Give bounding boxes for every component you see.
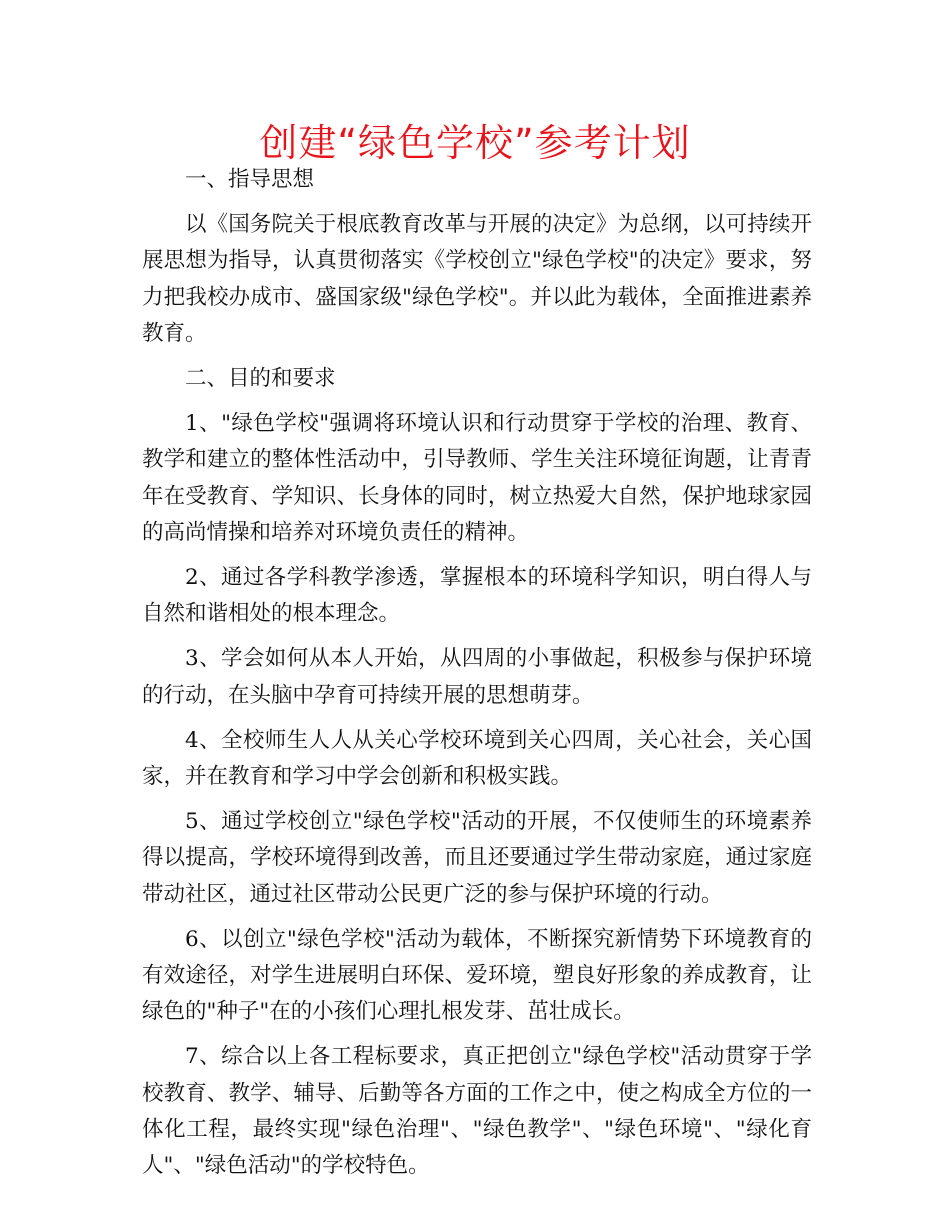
paragraph-goal-1: 1、"绿色学校"强调将环境认识和行动贯穿于学校的治理、教育、教学和建立的整体性活动中，引导教师、学生关注环境征询题，让青青年在受教育、学知识、长身体的同时，树立热爱大自然，保护地球家园的高尚情操和培养对环境负责任的精神。	[142, 411, 812, 545]
section-heading-goals-requirements: 二、目的和要求	[185, 366, 336, 392]
section-heading-guiding-ideology: 一、指导思想	[185, 167, 315, 192]
document-body	[142, 162, 812, 1184]
paragraph-goal-4: 4、全校师生人人从关心学校环境到关心四周，关心社会，关心国家，并在教育和学习中学会创新和积极实践。	[142, 727, 812, 790]
paragraph-goal-5: 5、通过学校创立"绿色学校"活动的开展，不仅使师生的环境素养得以提高，学校环境得到改善，而且还要通过学生带动家庭，通过家庭带动社区，通过社区带动公民更广泛的参与保护环境的行动。	[142, 809, 812, 907]
paragraph-goal-6: 6、以创立"绿色学校"活动为载体，不断探究新情势下环境教育的有效途径，对学生进展明白环保、爱环境，塑良好形象的养成教育，让绿色的"种子"在的小孩们心理扎根发芽、茁壮成长。	[142, 926, 812, 1025]
paragraph-goal-7: 7、综合以上各工程标要求，真正把创立"绿色学校"活动贯穿于学校教育、教学、辅导、后勤等各方面的工作之中，使之构成全方位的一体化工程，最终实现"绿色治理"、"绿色教学"、"绿色环境"、"绿化育人"、"绿色活动"的学校特色。	[142, 1044, 812, 1179]
paragraph-goal-2: 2、通过各学科教学渗透，掌握根本的环境科学知识，明白得人与自然和谐相处的根本理念。	[142, 565, 812, 627]
paragraph-guiding-ideology: 以《国务院关于根底教育改革与开展的决定》为总纲，以可持续开展思想为指导，认真贯彻落实《学校创立"绿色学校"的决定》要求，努力把我校办成市、盛国家级"绿色学校"。并以此为载体，全面推进素养教育。	[142, 212, 812, 346]
document-title: 创建“绿色学校”参考计划	[259, 121, 691, 165]
paragraph-goal-3: 3、学会如何从本人开始，从四周的小事做起，积极参与保护环境的行动，在头脑中孕育可持续开展的思想萌芽。	[142, 646, 812, 708]
